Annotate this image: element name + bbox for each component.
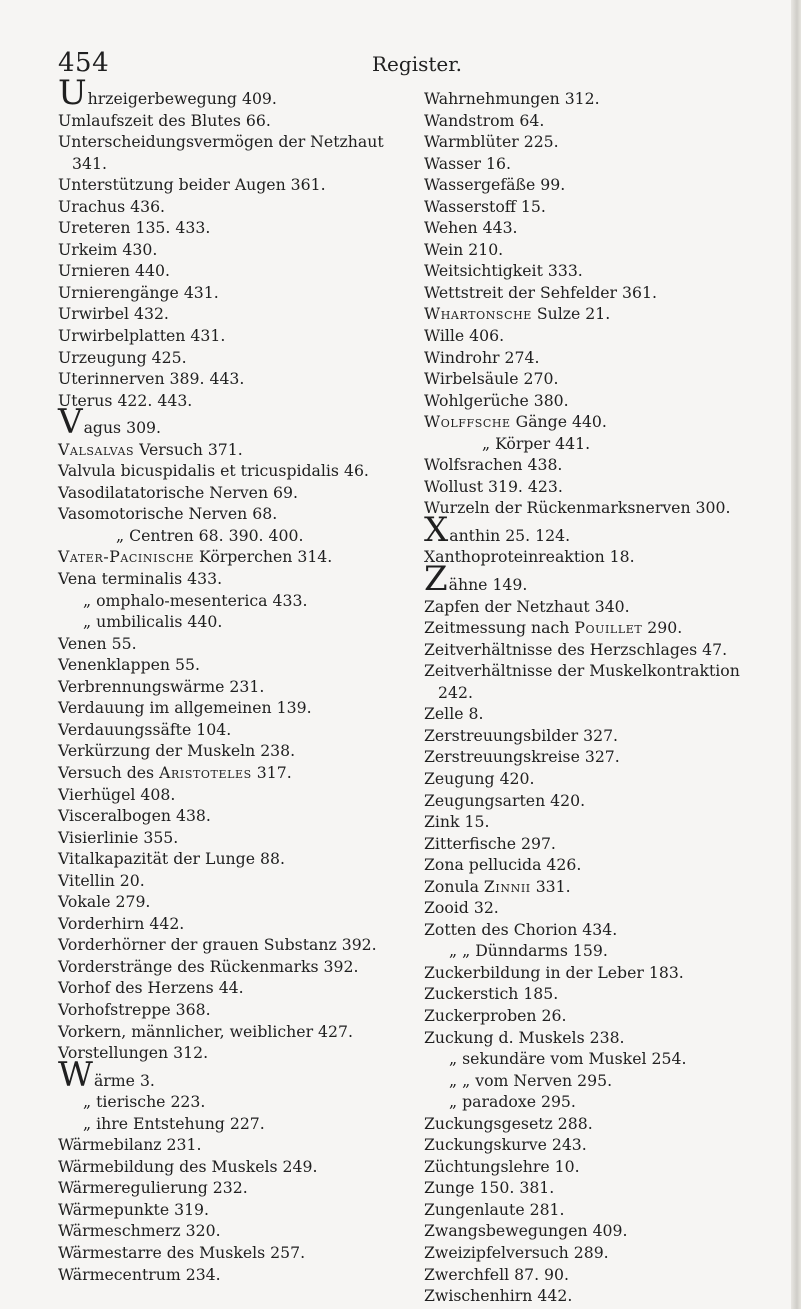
index-entry: Zink 15. bbox=[424, 812, 490, 832]
index-entry: Zerstreuungsbilder 327. bbox=[424, 725, 619, 745]
right-column bbox=[424, 88, 799, 1307]
dropcap-z: Z bbox=[424, 559, 448, 600]
index-entry: Xanthin 25. 124. bbox=[424, 509, 571, 550]
index-entry: Wollust 319. 423. bbox=[424, 476, 563, 496]
index-entry: Vorderstränge des Rückenmarks 392. bbox=[58, 956, 359, 976]
index-entry: Zweizipfelversuch 289. bbox=[424, 1242, 609, 1262]
index-entry: Vasomotorische Nerven 68. bbox=[58, 504, 278, 524]
dropcap-v: V bbox=[58, 402, 83, 443]
index-entry: Zuckungsgesetz 288. bbox=[424, 1113, 593, 1133]
index-entry: Valsalvas Versuch 371. bbox=[58, 439, 243, 459]
index-entry: Zapfen der Netzhaut 340. bbox=[424, 596, 630, 616]
index-subentry: „ tierische 223. bbox=[83, 1092, 206, 1112]
index-entry: Uterinnerven 389. 443. bbox=[58, 369, 245, 389]
dropcap-w: W bbox=[58, 1054, 93, 1095]
index-entry: Urnierengänge 431. bbox=[58, 282, 219, 302]
index-entry-continuation: 341. bbox=[72, 153, 107, 173]
index-entry: Vater-Pacinische Körperchen 314. bbox=[58, 547, 333, 567]
index-entry: Zerstreuungskreise 327. bbox=[424, 747, 620, 767]
index-entry: Verbrennungswärme 231. bbox=[58, 676, 265, 696]
index-entry: Venenklappen 55. bbox=[58, 655, 200, 675]
index-entry: Wahrnehmungen 312. bbox=[424, 89, 600, 108]
index-entry: Vorderhörner der grauen Substanz 392. bbox=[58, 935, 377, 955]
index-entry: Zwerchfell 87. 90. bbox=[424, 1264, 569, 1284]
index-entry: Urwirbel 432. bbox=[58, 304, 169, 324]
index-entry: Vokale 279. bbox=[58, 892, 151, 912]
index-entry: Zelle 8. bbox=[424, 704, 484, 724]
index-entry: Versuch des Aristoteles 317. bbox=[58, 762, 292, 782]
index-entry: Zeitverhältnisse des Herzschlages 47. bbox=[424, 639, 728, 659]
index-entry: Uhrzeigerbewegung 409. bbox=[58, 73, 277, 113]
index-entry: Uterus 422. 443. bbox=[58, 390, 193, 410]
index-entry: Wärmeregulierung 232. bbox=[58, 1178, 248, 1198]
running-title: Register. bbox=[372, 52, 462, 76]
index-entry: Windrohr 274. bbox=[424, 347, 540, 367]
index-subentry: „ umbilicalis 440. bbox=[83, 612, 223, 632]
index-entry: Wärmecentrum 234. bbox=[58, 1264, 221, 1284]
index-entry: Zitterfische 297. bbox=[424, 833, 556, 853]
index-entry: Urkeim 430. bbox=[58, 239, 158, 259]
index-entry: Wirbelsäule 270. bbox=[424, 369, 559, 389]
index-entry: Venen 55. bbox=[58, 633, 137, 653]
index-entry: Wein 210. bbox=[424, 239, 504, 259]
index-subentry: „ sekundäre vom Muskel 254. bbox=[449, 1049, 687, 1069]
index-entry: Weitsichtigkeit 333. bbox=[424, 261, 583, 281]
dropcap-u: U bbox=[58, 73, 87, 113]
index-entry: Zotten des Chorion 434. bbox=[424, 919, 618, 939]
index-entry: Verdauungssäfte 104. bbox=[58, 719, 232, 739]
index-entry: Xanthoproteinreaktion 18. bbox=[424, 547, 635, 567]
index-entry: Wärmebildung des Muskels 249. bbox=[58, 1156, 318, 1176]
index-entry: Wärmepunkte 319. bbox=[58, 1199, 210, 1219]
index-entry: Unterscheidungsvermögen der Netzhaut bbox=[58, 132, 384, 152]
index-entry: Visierlinie 355. bbox=[58, 827, 179, 847]
index-entry: Wärmestarre des Muskels 257. bbox=[58, 1242, 306, 1262]
index-entry: Vasodilatatorische Nerven 69. bbox=[58, 482, 298, 502]
index-entry: Zeitmessung nach Pouillet 290. bbox=[424, 618, 683, 638]
index-entry: Wärme 3. bbox=[58, 1054, 155, 1095]
index-entry: Wille 406. bbox=[424, 326, 505, 346]
index-entry: Urzeugung 425. bbox=[58, 347, 187, 367]
index-entry: Zwischenhirn 442. bbox=[424, 1286, 573, 1306]
index-entry: Zuckung d. Muskels 238. bbox=[424, 1027, 625, 1047]
index-entry: Unterstützung beider Augen 361. bbox=[58, 175, 326, 195]
index-entry: Wärmeschmerz 320. bbox=[58, 1221, 221, 1241]
index-entry: Zuckerbildung in der Leber 183. bbox=[424, 962, 684, 982]
index-entry: Verkürzung der Muskeln 238. bbox=[58, 741, 296, 761]
index-entry: Ureteren 135. 433. bbox=[58, 218, 211, 238]
index-entry: Wolffsche Gänge 440. bbox=[424, 412, 607, 432]
index-entry: Vagus 309. bbox=[58, 402, 162, 443]
index-entry: Zuckerstich 185. bbox=[424, 984, 559, 1004]
index-entry: Visceralbogen 438. bbox=[58, 806, 211, 826]
index-entry: Zuckerproben 26. bbox=[424, 1005, 567, 1025]
index-entry: Vierhügel 408. bbox=[58, 784, 176, 804]
index-entry: Umlaufszeit des Blutes 66. bbox=[58, 110, 271, 130]
index-entry: Wasser 16. bbox=[424, 153, 511, 173]
index-entry: Vitellin 20. bbox=[58, 870, 145, 890]
index-entry: Zunge 150. 381. bbox=[424, 1178, 555, 1198]
index-entry: Whartonsche Sulze 21. bbox=[424, 304, 611, 324]
index-entry: Wohlgerüche 380. bbox=[424, 390, 569, 410]
index-entry: Zuckungskurve 243. bbox=[424, 1135, 587, 1155]
index-entry: Zeitverhältnisse der Muskelkontraktion bbox=[424, 661, 740, 681]
index-entry: Vitalkapazität der Lunge 88. bbox=[58, 849, 285, 869]
index-entry: Vorstellungen 312. bbox=[58, 1043, 209, 1063]
dropcap-x: X bbox=[424, 509, 449, 550]
index-subentry: „ Körper 441. bbox=[482, 433, 591, 453]
index-entry-continuation: 242. bbox=[438, 682, 473, 702]
index-entry: Wassergefäße 99. bbox=[424, 175, 566, 195]
page-number: 454 bbox=[58, 48, 110, 78]
index-entry: Zonula Zinnii 331. bbox=[424, 876, 571, 896]
index-entry: Valvula bicuspidalis et tricuspidalis 46. bbox=[58, 461, 369, 481]
index-subentry: „ ihre Entstehung 227. bbox=[83, 1113, 265, 1133]
index-entry: Vorkern, männlicher, weiblicher 427. bbox=[58, 1021, 353, 1041]
index-entry: Vorhof des Herzens 44. bbox=[58, 978, 244, 998]
index-subentry: „ „ vom Nerven 295. bbox=[449, 1070, 613, 1090]
index-entry: Verdauung im allgemeinen 139. bbox=[58, 698, 312, 718]
index-subentry: „ paradoxe 295. bbox=[449, 1092, 576, 1112]
index-entry: Urwirbelplatten 431. bbox=[58, 326, 226, 346]
index-subentry: „ „ Dünndarms 159. bbox=[449, 941, 608, 961]
index-entry: Vena terminalis 433. bbox=[58, 569, 223, 589]
index-entry: Zeugung 420. bbox=[424, 768, 535, 788]
index-entry: Zungenlaute 281. bbox=[424, 1199, 565, 1219]
index-entry: Zona pellucida 426. bbox=[424, 855, 582, 875]
index-entry: Warmblüter 225. bbox=[424, 132, 559, 152]
index-entry: Züchtungslehre 10. bbox=[424, 1156, 580, 1176]
index-entry: Wehen 443. bbox=[424, 218, 518, 238]
index-entry: Zwangsbewegungen 409. bbox=[424, 1221, 628, 1241]
index-entry: Wolfsrachen 438. bbox=[424, 455, 563, 475]
index-subentry: „ Centren 68. 390. 400. bbox=[116, 525, 304, 545]
index-entry: Wasserstoff 15. bbox=[424, 196, 546, 216]
index-entry: Wandstrom 64. bbox=[424, 110, 545, 130]
index-entry: Urachus 436. bbox=[58, 196, 166, 216]
index-entry: Vorderhirn 442. bbox=[58, 913, 185, 933]
index-entry: Wettstreit der Sehfelder 361. bbox=[424, 282, 657, 302]
index-entry: Zähne 149. bbox=[424, 559, 528, 600]
index-entry: Vorhofstreppe 368. bbox=[58, 999, 211, 1019]
index-entry: Wärmebilanz 231. bbox=[58, 1135, 202, 1155]
left-column bbox=[58, 73, 403, 1285]
index-entry: Zeugungsarten 420. bbox=[424, 790, 586, 810]
index-entry: Zooid 32. bbox=[424, 898, 499, 918]
index-subentry: „ omphalo-mesenterica 433. bbox=[83, 590, 308, 610]
index-entry: Wurzeln der Rückenmarksnerven 300. bbox=[424, 498, 731, 518]
page-header bbox=[0, 48, 801, 84]
index-entry: Urnieren 440. bbox=[58, 261, 170, 281]
